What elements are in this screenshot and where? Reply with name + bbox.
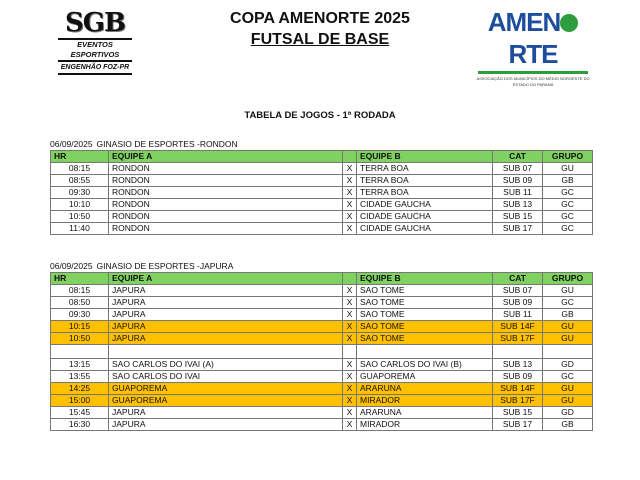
versus-cell xyxy=(343,345,357,359)
time-cell: 08:15 xyxy=(51,163,109,175)
amenorte-logo-post: RTE xyxy=(508,39,558,69)
title-line-2: FUTSAL DE BASE xyxy=(250,31,390,48)
group-cell: GU xyxy=(543,321,593,333)
sgb-logo-line3: ENGENHÃO FOZ-PR xyxy=(58,62,132,75)
group-cell: GB xyxy=(543,175,593,187)
match-row xyxy=(51,187,593,199)
sgb-logo-line2: EVENTOS ESPORTIVOS xyxy=(58,38,132,62)
column-header: EQUIPE B xyxy=(357,273,493,285)
category-cell: SUB 17 xyxy=(493,223,543,235)
match-row xyxy=(51,371,593,383)
team-b-cell: ARARUNA xyxy=(357,383,493,395)
section-header xyxy=(50,260,592,272)
time-cell: 16:30 xyxy=(51,419,109,431)
group-cell: GU xyxy=(543,383,593,395)
amenorte-logo-subtext: ASSOCIAÇÃO DOS MUNICÍPIOS DO MÉDIO NOROESTE DO ESTADO DO PARANÁ xyxy=(476,76,590,87)
column-header xyxy=(343,273,357,285)
time-cell: 09:30 xyxy=(51,309,109,321)
team-b-cell: SAO CARLOS DO IVAI (B) xyxy=(357,359,493,371)
versus-cell: X xyxy=(343,407,357,419)
group-cell: GU xyxy=(543,395,593,407)
category-cell: SUB 11 xyxy=(493,187,543,199)
match-row xyxy=(51,321,593,333)
versus-cell: X xyxy=(343,383,357,395)
group-cell: GC xyxy=(543,297,593,309)
team-b-cell: GUAPOREMA xyxy=(357,371,493,383)
category-cell: SUB 11 xyxy=(493,309,543,321)
section-venue: GINASIO DE ESPORTES -JAPURA xyxy=(96,261,234,271)
section-japura xyxy=(50,260,592,431)
team-a-cell: GUAPOREMA xyxy=(109,395,343,407)
versus-cell: X xyxy=(343,285,357,297)
match-row xyxy=(51,199,593,211)
versus-cell: X xyxy=(343,297,357,309)
group-cell: GB xyxy=(543,309,593,321)
match-row xyxy=(51,223,593,235)
sgb-logo-letters: SGB xyxy=(65,8,125,38)
team-a-cell: RONDON xyxy=(109,187,343,199)
match-row xyxy=(51,211,593,223)
group-cell: GD xyxy=(543,407,593,419)
column-header: HR xyxy=(51,151,109,163)
team-b-cell: CIDADE GAUCHA xyxy=(357,199,493,211)
section-rondon xyxy=(50,138,592,235)
team-b-cell: MIRADOR xyxy=(357,395,493,407)
category-cell: SUB 07 xyxy=(493,163,543,175)
team-b-cell xyxy=(357,345,493,359)
schedule-subtitle: TABELA DE JOGOS - 1ª RODADA xyxy=(244,110,396,121)
time-cell xyxy=(51,345,109,359)
versus-cell: X xyxy=(343,395,357,407)
time-cell: 08:55 xyxy=(51,175,109,187)
team-a-cell: JAPURA xyxy=(109,285,343,297)
match-row xyxy=(51,309,593,321)
match-row xyxy=(51,163,593,175)
column-header: GRUPO xyxy=(543,273,593,285)
time-cell: 10:10 xyxy=(51,199,109,211)
match-row xyxy=(51,285,593,297)
title-line-1: COPA AMENORTE 2025 xyxy=(230,10,410,27)
time-cell: 08:15 xyxy=(51,285,109,297)
team-b-cell: ARARUNA xyxy=(357,407,493,419)
section-venue: GINASIO DE ESPORTES -RONDON xyxy=(96,139,238,149)
team-b-cell: SAO TOME xyxy=(357,309,493,321)
map-pin-icon xyxy=(560,14,578,32)
section-date: 06/09/2025 xyxy=(50,261,93,271)
group-cell: GD xyxy=(543,359,593,371)
team-a-cell: GUAPOREMA xyxy=(109,383,343,395)
team-a-cell: RONDON xyxy=(109,175,343,187)
team-a-cell: RONDON xyxy=(109,223,343,235)
versus-cell: X xyxy=(343,223,357,235)
time-cell: 08:50 xyxy=(51,297,109,309)
column-header: EQUIPE A xyxy=(109,273,343,285)
group-cell: GU xyxy=(543,333,593,345)
time-cell: 13:55 xyxy=(51,371,109,383)
team-b-cell: TERRA BOA xyxy=(357,175,493,187)
group-cell: GC xyxy=(543,199,593,211)
column-header xyxy=(343,151,357,163)
group-cell: GB xyxy=(543,419,593,431)
column-header: GRUPO xyxy=(543,151,593,163)
group-cell: GC xyxy=(543,187,593,199)
versus-cell: X xyxy=(343,371,357,383)
amenorte-logo-pre: AMEN xyxy=(487,7,561,37)
team-a-cell: SAO CARLOS DO IVAI (A) xyxy=(109,359,343,371)
versus-cell: X xyxy=(343,163,357,175)
blank-row xyxy=(51,345,593,359)
team-a-cell: JAPURA xyxy=(109,333,343,345)
section-header xyxy=(50,138,592,150)
versus-cell: X xyxy=(343,359,357,371)
group-cell: GC xyxy=(543,211,593,223)
group-cell xyxy=(543,345,593,359)
match-row xyxy=(51,383,593,395)
time-cell: 15:00 xyxy=(51,395,109,407)
team-b-cell: CIDADE GAUCHA xyxy=(357,211,493,223)
category-cell: SUB 17F xyxy=(493,395,543,407)
time-cell: 09:30 xyxy=(51,187,109,199)
versus-cell: X xyxy=(343,333,357,345)
match-row xyxy=(51,407,593,419)
team-b-cell: SAO TOME xyxy=(357,285,493,297)
schedule-table xyxy=(50,150,593,235)
column-header: EQUIPE B xyxy=(357,151,493,163)
team-b-cell: SAO TOME xyxy=(357,333,493,345)
time-cell: 10:15 xyxy=(51,321,109,333)
versus-cell: X xyxy=(343,321,357,333)
category-cell: SUB 15 xyxy=(493,211,543,223)
versus-cell: X xyxy=(343,419,357,431)
category-cell: SUB 09 xyxy=(493,371,543,383)
category-cell: SUB 17 xyxy=(493,419,543,431)
category-cell: SUB 14F xyxy=(493,383,543,395)
column-header: CAT xyxy=(493,273,543,285)
versus-cell: X xyxy=(343,211,357,223)
team-a-cell: RONDON xyxy=(109,163,343,175)
column-header: HR xyxy=(51,273,109,285)
team-a-cell xyxy=(109,345,343,359)
category-cell xyxy=(493,345,543,359)
group-cell: GU xyxy=(543,285,593,297)
match-row xyxy=(51,175,593,187)
team-b-cell: SAO TOME xyxy=(357,321,493,333)
versus-cell: X xyxy=(343,187,357,199)
match-row xyxy=(51,297,593,309)
team-b-cell: TERRA BOA xyxy=(357,163,493,175)
time-cell: 14:25 xyxy=(51,383,109,395)
team-a-cell: JAPURA xyxy=(109,419,343,431)
team-a-cell: RONDON xyxy=(109,211,343,223)
group-cell: GC xyxy=(543,223,593,235)
time-cell: 11:40 xyxy=(51,223,109,235)
team-b-cell: MIRADOR xyxy=(357,419,493,431)
versus-cell: X xyxy=(343,309,357,321)
table-header-row xyxy=(51,151,593,163)
team-a-cell: SAO CARLOS DO IVAI xyxy=(109,371,343,383)
time-cell: 15:45 xyxy=(51,407,109,419)
team-a-cell: JAPURA xyxy=(109,407,343,419)
table-header-row xyxy=(51,273,593,285)
category-cell: SUB 13 xyxy=(493,359,543,371)
schedule-table xyxy=(50,272,593,431)
category-cell: SUB 07 xyxy=(493,285,543,297)
versus-cell: X xyxy=(343,175,357,187)
category-cell: SUB 15 xyxy=(493,407,543,419)
category-cell: SUB 09 xyxy=(493,297,543,309)
time-cell: 10:50 xyxy=(51,333,109,345)
team-a-cell: JAPURA xyxy=(109,321,343,333)
versus-cell: X xyxy=(343,199,357,211)
category-cell: SUB 14F xyxy=(493,321,543,333)
team-a-cell: JAPURA xyxy=(109,309,343,321)
team-a-cell: RONDON xyxy=(109,199,343,211)
column-header: EQUIPE A xyxy=(109,151,343,163)
team-b-cell: SAO TOME xyxy=(357,297,493,309)
amenorte-logo-word xyxy=(472,6,594,70)
group-cell: GC xyxy=(543,371,593,383)
category-cell: SUB 09 xyxy=(493,175,543,187)
team-b-cell: TERRA BOA xyxy=(357,187,493,199)
match-row xyxy=(51,333,593,345)
section-date: 06/09/2025 xyxy=(50,139,93,149)
team-b-cell: CIDADE GAUCHA xyxy=(357,223,493,235)
match-row xyxy=(51,359,593,371)
category-cell: SUB 17F xyxy=(493,333,543,345)
amenorte-logo xyxy=(472,6,594,87)
category-cell: SUB 13 xyxy=(493,199,543,211)
group-cell: GU xyxy=(543,163,593,175)
team-a-cell: JAPURA xyxy=(109,297,343,309)
time-cell: 10:50 xyxy=(51,211,109,223)
amenorte-logo-bar xyxy=(478,71,588,74)
time-cell: 13:15 xyxy=(51,359,109,371)
match-row xyxy=(51,419,593,431)
match-row xyxy=(51,395,593,407)
column-header: CAT xyxy=(493,151,543,163)
